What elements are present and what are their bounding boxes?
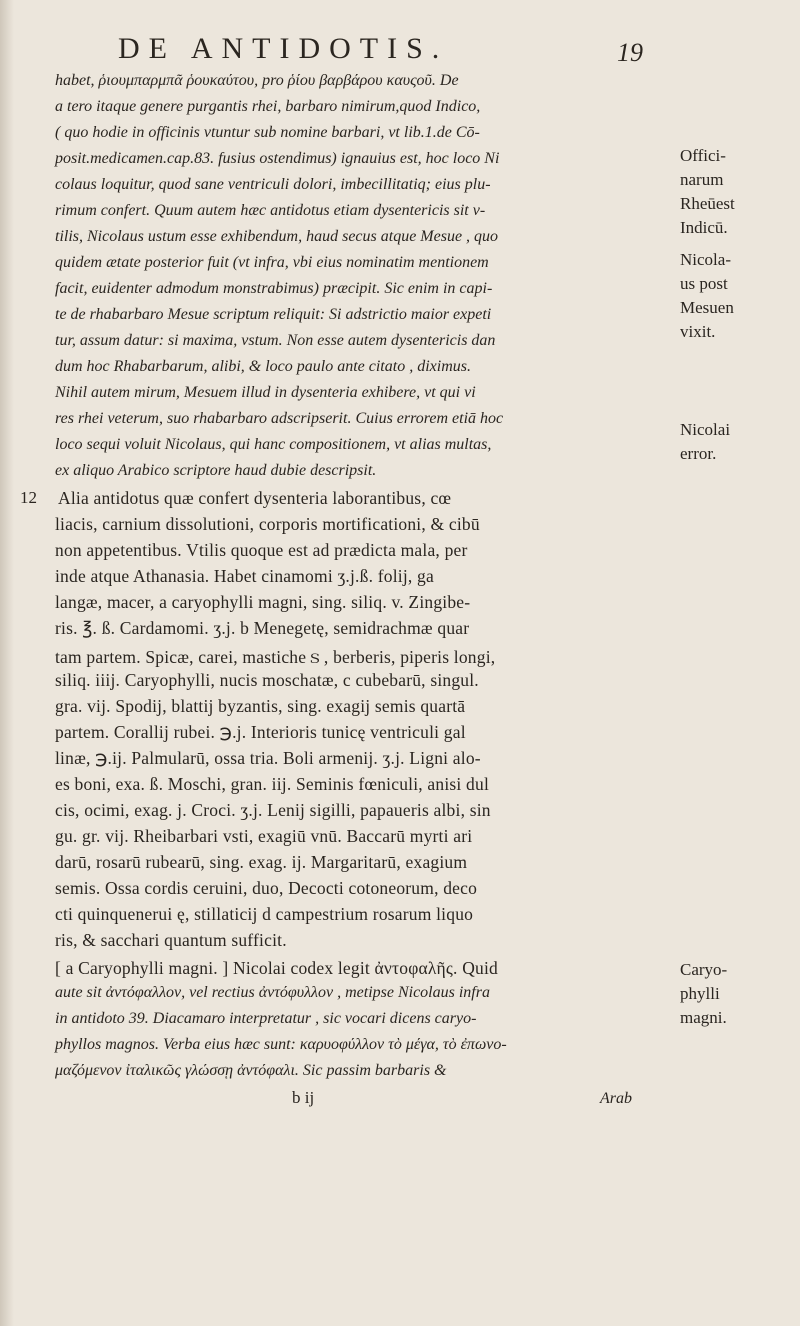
margin-note: us post xyxy=(680,274,728,293)
text-line: te de rhabarbaro Mesue scriptum reliquit: Si adstrictio maior expeti xyxy=(55,306,492,323)
text-line: ris, & sacchari quantum sufficit. xyxy=(55,930,287,950)
text-line: ex aliquo Arabico scriptore haud dubie descripsit. xyxy=(55,462,377,479)
page-number: 19 xyxy=(617,38,643,67)
text-line: Nihil autem mirum, Mesuem illud in dysenteria exhibere, vt qui vi xyxy=(55,384,476,401)
text-line: siliq. iiij. Caryophylli, nucis moschatæ, c cubebarū, singul. xyxy=(55,670,479,690)
annotation-line: phyllos magnos. Verba eius hæc sunt: καρυοφύλλον τὸ μέγα, τὸ ἐπωνο- xyxy=(55,1036,507,1053)
text-line: liacis, carnium dissolutioni, corporis mortificationi, & cibū xyxy=(55,514,480,534)
text-line: loco sequi voluit Nicolaus, qui hanc compositionem, vt alias multas, xyxy=(55,436,492,453)
running-title: DE ANTIDOTIS. xyxy=(118,32,449,65)
paragraph-number: 12 xyxy=(20,488,37,507)
text-line: darū, rosarū rubearū, sing. exag. ij. Margaritarū, exagium xyxy=(55,852,468,872)
text-line: partem. Corallij rubei. ℈.j. Interioris tunicę ventriculi gal xyxy=(55,722,466,742)
text-line: quidem ætate posterior fuit (vt infra, vbi eius nominatim mentionem xyxy=(55,254,489,271)
margin-note: magni. xyxy=(680,1008,727,1027)
text-line: dum hoc Rhabarbarum, alibi, & loco paulo ante citato , diximus. xyxy=(55,358,471,375)
text-line: non appetentibus. Vtilis quoque est ad prædicta mala, per xyxy=(55,540,468,560)
text-line: posit.medicamen.cap.83. fusius ostendimus) ignauius est, hoc loco Ni xyxy=(55,150,500,167)
text-line: colaus loquitur, quod sane ventriculi dolori, imbecillitatiq; eius plu- xyxy=(55,176,491,193)
annotation-line: [ a Caryophylli magni. ] Nicolai codex legit ἀντοφαλῆς. Quid xyxy=(55,958,498,978)
margin-note: phylli xyxy=(680,984,720,1003)
text-line: es boni, exa. ß. Moschi, gran. iij. Seminis fœniculi, anisi dul xyxy=(55,774,490,794)
text-line: linæ, ℈.ij. Palmularū, ossa tria. Boli armenij. ʒ.j. Ligni alo- xyxy=(55,748,481,768)
margin-note: Rheūest xyxy=(680,194,735,213)
margin-note: error. xyxy=(680,444,717,463)
text-line: habet, ῥιουμπαρμπᾶ ῥουκαύτου, pro ῥίου βαρβάρου καυςοῦ. De xyxy=(55,72,459,89)
margin-note: vixit. xyxy=(680,322,716,341)
margin-note: Mesuen xyxy=(680,298,734,317)
text-line: langæ, macer, a caryophylli magni, sing. siliq. v. Zingibe- xyxy=(55,592,471,612)
annotation-line: aute sit ἀντόφαλλον, vel rectius ἀντόφυλλον , metipse Nicolaus infra xyxy=(55,984,490,1001)
text-line: ( quo hodie in officinis vtuntur sub nomine barbari, vt lib.1.de Cō- xyxy=(55,124,480,141)
margin-note: Offici- xyxy=(680,146,726,165)
text-line: facit, euidenter admodum monstrabimus) præcipit. Sic enim in capi- xyxy=(55,280,493,297)
text-line: tam partem. Spicæ, carei, masticheｓ, berberis, piperis longi, xyxy=(55,647,496,667)
text-line: rimum confert. Quum autem hæc antidotus etiam dysentericis sit v- xyxy=(55,202,486,219)
text-line: semis. Ossa cordis ceruini, duo, Decocti cotoneorum, deco xyxy=(55,878,478,898)
annotation-line: in antidoto 39. Diacamaro interpretatur , sic vocari dicens caryo- xyxy=(55,1010,477,1027)
text-line: cis, ocimi, exag. j. Croci. ʒ.j. Lenij sigilli, papaueris albi, sin xyxy=(55,800,491,820)
catchword: Arab xyxy=(600,1090,632,1107)
text-line: tur, assum datur: si maxima, vstum. Non esse autem dysentericis dan xyxy=(55,332,496,349)
annotation-line: μαζόμενον ἰταλικῶς γλώσσῃ ἀντόφαλι. Sic passim barbaris & xyxy=(55,1062,447,1079)
margin-note: Nicolai xyxy=(680,420,731,439)
text-line: gu. gr. vij. Rheibarbari vsti, exagiū vnū. Baccarū myrti ari xyxy=(55,826,473,846)
text-line: gra. vij. Spodij, blattij byzantis, sing. exagij semis quartā xyxy=(55,696,466,716)
text-line: tilis, Nicolaus ustum esse exhibendum, haud secus atque Mesue , quo xyxy=(55,228,499,245)
margin-note: Caryo- xyxy=(680,960,728,979)
text-line: res rhei veterum, suo rhabarbaro adscripserit. Cuius errorem etiā hoc xyxy=(55,410,504,427)
signature-mark: b ij xyxy=(292,1088,315,1107)
page-header xyxy=(0,30,800,70)
text-line: inde atque Athanasia. Habet cinamomi ʒ.j.ß. folij, ga xyxy=(55,566,434,586)
text-line: a tero itaque genere purgantis rhei, barbaro nimirum,quod Indico, xyxy=(55,98,481,115)
margin-note: narum xyxy=(680,170,724,189)
text-line: cti quinquenerui ę, stillaticij d campestrium rosarum liquo xyxy=(55,904,474,924)
page-gutter-shadow xyxy=(0,0,14,1326)
text-line: ris. ℥. ß. Cardamomi. ʒ.j. b Menegetę, semidrachmæ quar xyxy=(55,618,470,638)
margin-note: Nicola- xyxy=(680,250,731,269)
margin-note: Indicū. xyxy=(680,218,728,237)
text-line: Alia antidotus quæ confert dysenteria laborantibus, cœ xyxy=(58,488,452,508)
